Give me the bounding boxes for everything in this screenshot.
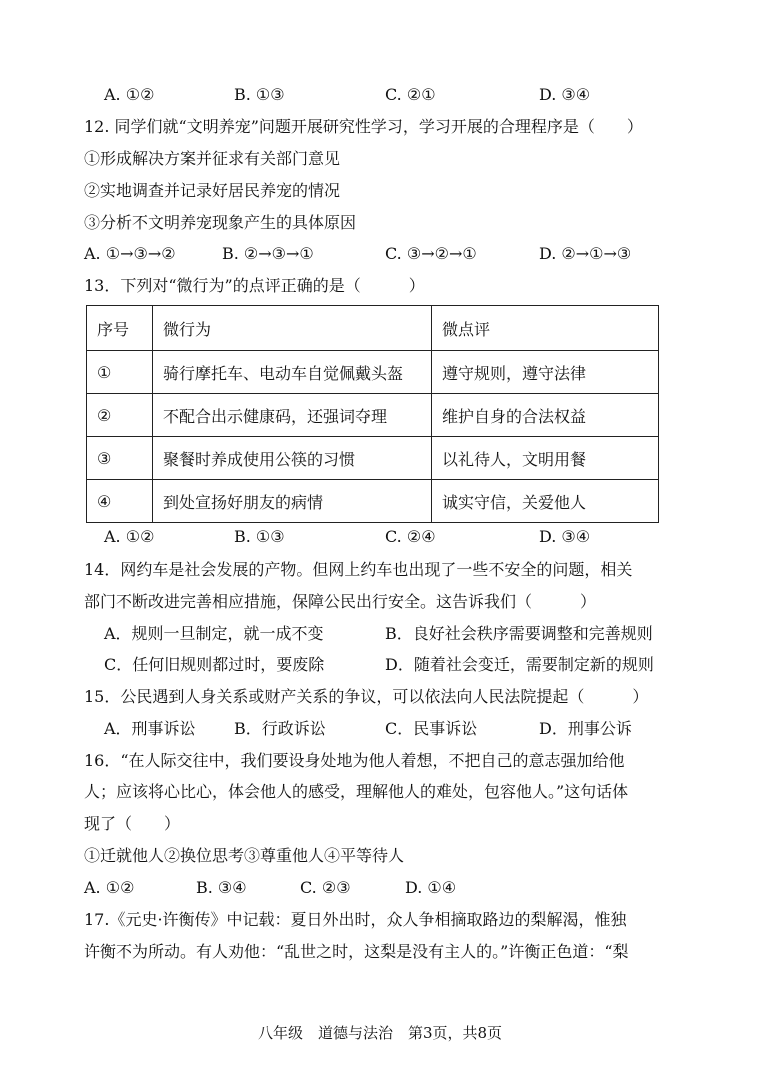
- q11-option-d: D. ③④: [539, 85, 591, 104]
- header-index: 序号: [87, 306, 153, 351]
- table-row: [87, 480, 659, 523]
- q16-items: ①迁就他人②换位思考③尊重他人④平等待人: [84, 846, 405, 865]
- q15-option-a: A．刑事诉讼: [104, 719, 196, 738]
- q12-option-d: D. ②→①→③: [539, 244, 632, 263]
- q12-option-b: B. ②→③→①: [222, 244, 314, 263]
- q16-option-c: C. ②③: [300, 878, 351, 897]
- q15-option-d: D．刑事公诉: [539, 719, 632, 738]
- q12-option-c: C. ③→②→①: [385, 244, 477, 263]
- row-comment: 维护自身的合法权益: [432, 394, 659, 437]
- row-index: ②: [87, 394, 153, 437]
- page-footer: 八年级 道德与法治 第3页，共8页: [257, 1024, 503, 1042]
- q13-stem: 13．下列对“微行为”的点评正确的是（ ）: [84, 276, 425, 295]
- row-comment: 遵守规则，遵守法律: [432, 351, 659, 394]
- q15-option-b: B．行政诉讼: [234, 719, 326, 738]
- q15-stem: 15．公民遇到人身关系或财产关系的争议，可以依法向人民法院提起（ ）: [84, 687, 649, 706]
- row-index: ④: [87, 480, 153, 523]
- row-behavior: 聚餐时养成使用公筷的习惯: [153, 437, 432, 480]
- q14-option-a: A．规则一旦制定，就一成不变: [104, 624, 324, 643]
- row-comment: 诚实守信，关爱他人: [432, 480, 659, 523]
- q14-option-b: B．良好社会秩序需要调整和完善规则: [385, 624, 653, 643]
- q12-item-2: ②实地调查并记录好居民养宠的情况: [84, 181, 341, 200]
- row-index: ①: [87, 351, 153, 394]
- row-behavior: 不配合出示健康码，还强词夺理: [153, 394, 432, 437]
- table-row: [87, 351, 659, 394]
- row-index: ③: [87, 437, 153, 480]
- q15-option-c: C．民事诉讼: [385, 719, 478, 738]
- row-behavior: 到处宣扬好朋友的病情: [153, 480, 432, 523]
- q14-line-2: 部门不断改进完善相应措施，保障公民出行安全。这告诉我们（ ）: [84, 592, 597, 611]
- q13-option-a: A. ①②: [104, 527, 155, 546]
- q12-item-3: ③分析不文明养宠现象产生的具体原因: [84, 213, 357, 232]
- q14-option-d: D．随着社会变迁，需要制定新的规则: [385, 655, 654, 674]
- q13-option-d: D. ③④: [539, 527, 591, 546]
- table-row: [87, 394, 659, 437]
- q12-stem: 12. 同学们就“文明养宠”问题开展研究性学习，学习开展的合理程序是（ ）: [84, 117, 643, 136]
- q11-option-b: B. ①③: [234, 85, 285, 104]
- q14-line-1: 14．网约车是社会发展的产物。但网上约车也出现了一些不安全的问题，相关: [84, 560, 633, 579]
- q12-item-1: ①形成解决方案并征求有关部门意见: [84, 149, 341, 168]
- q12-option-a: A. ①→③→②: [84, 244, 176, 263]
- q16-line-1: 16．“在人际交往中，我们要设身处地为他人着想，不把自己的意志强加给他: [84, 751, 625, 770]
- header-behavior: 微行为: [153, 306, 432, 351]
- header-comment: 微点评: [432, 306, 659, 351]
- q17-line-1: 17.《元史·许衡传》中记载：夏日外出时，众人争相摘取路边的梨解渴，惟独: [84, 910, 627, 929]
- q13-table: [86, 305, 659, 523]
- q17-line-2: 许衡不为所动。有人劝他：“乱世之时，这梨是没有主人的。”许衡正色道：“梨: [84, 942, 629, 961]
- q16-option-b: B. ③④: [196, 878, 247, 897]
- q11-option-c: C. ②①: [385, 85, 436, 104]
- table-header-row: [87, 306, 659, 351]
- q16-option-d: D. ①④: [405, 878, 457, 897]
- q16-line-2: 人；应该将心比心，体会他人的感受，理解他人的难处，包容他人。”这句话体: [84, 782, 629, 801]
- row-comment: 以礼待人，文明用餐: [432, 437, 659, 480]
- q16-option-a: A. ①②: [84, 878, 135, 897]
- table-row: [87, 437, 659, 480]
- row-behavior: 骑行摩托车、电动车自觉佩戴头盔: [153, 351, 432, 394]
- q13-option-c: C. ②④: [385, 527, 436, 546]
- q11-option-a: A. ①②: [104, 85, 155, 104]
- q16-line-3: 现了（ ）: [84, 814, 181, 833]
- q14-option-c: C．任何旧规则都过时，要废除: [104, 655, 325, 674]
- q13-option-b: B. ①③: [234, 527, 285, 546]
